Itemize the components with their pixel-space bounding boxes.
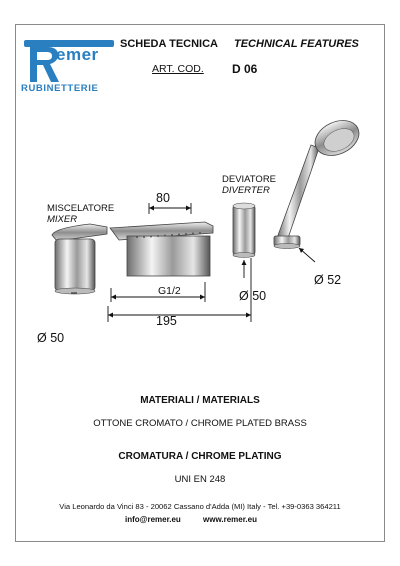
mixer-label-it: MISCELATORE (47, 203, 115, 214)
dimension-thread-label: G1/2 (158, 285, 181, 297)
shower-diameter-label: Ø 52 (314, 273, 342, 287)
article-code-label: ART. COD. (152, 63, 204, 75)
diverter-diameter-label: Ø 50 (239, 289, 267, 303)
footer-email[interactable]: info@remer.eu (125, 515, 181, 524)
hand-shower-fixture (274, 114, 365, 249)
footer-website[interactable]: www.remer.eu (203, 515, 257, 524)
mixer-fixture (52, 224, 107, 294)
materials-heading: MATERIALI / MATERIALS (140, 395, 260, 406)
mixer-label-en: MIXER (47, 214, 78, 225)
title-italian: SCHEDA TECNICA (120, 38, 218, 50)
diverter-label-en: DIVERTER (222, 185, 270, 196)
materials-value: OTTONE CROMATO / CHROME PLATED BRASS (93, 418, 307, 429)
brand-name: emer (56, 45, 99, 64)
technical-drawing (15, 110, 385, 370)
title-english: TECHNICAL FEATURES (234, 38, 359, 50)
plating-heading: CROMATURA / CHROME PLATING (118, 451, 282, 462)
mixer-diameter-label: Ø 50 (37, 331, 65, 345)
spout-fixture (110, 222, 213, 276)
dimension-195-label: 195 (156, 314, 177, 328)
diverter-label-it: DEVIATORE (222, 174, 277, 185)
brand-subtitle: RUBINETTERIE (21, 83, 99, 94)
diverter-fixture (233, 203, 255, 258)
footer-address: Via Leonardo da Vinci 83 - 20062 Cassano d'Adda (MI) Italy - Tel. +39-0363 364211 (59, 502, 341, 511)
dimension-80-label: 80 (156, 191, 170, 205)
plating-value: UNI EN 248 (174, 474, 226, 485)
article-code-value: D 06 (232, 62, 258, 76)
